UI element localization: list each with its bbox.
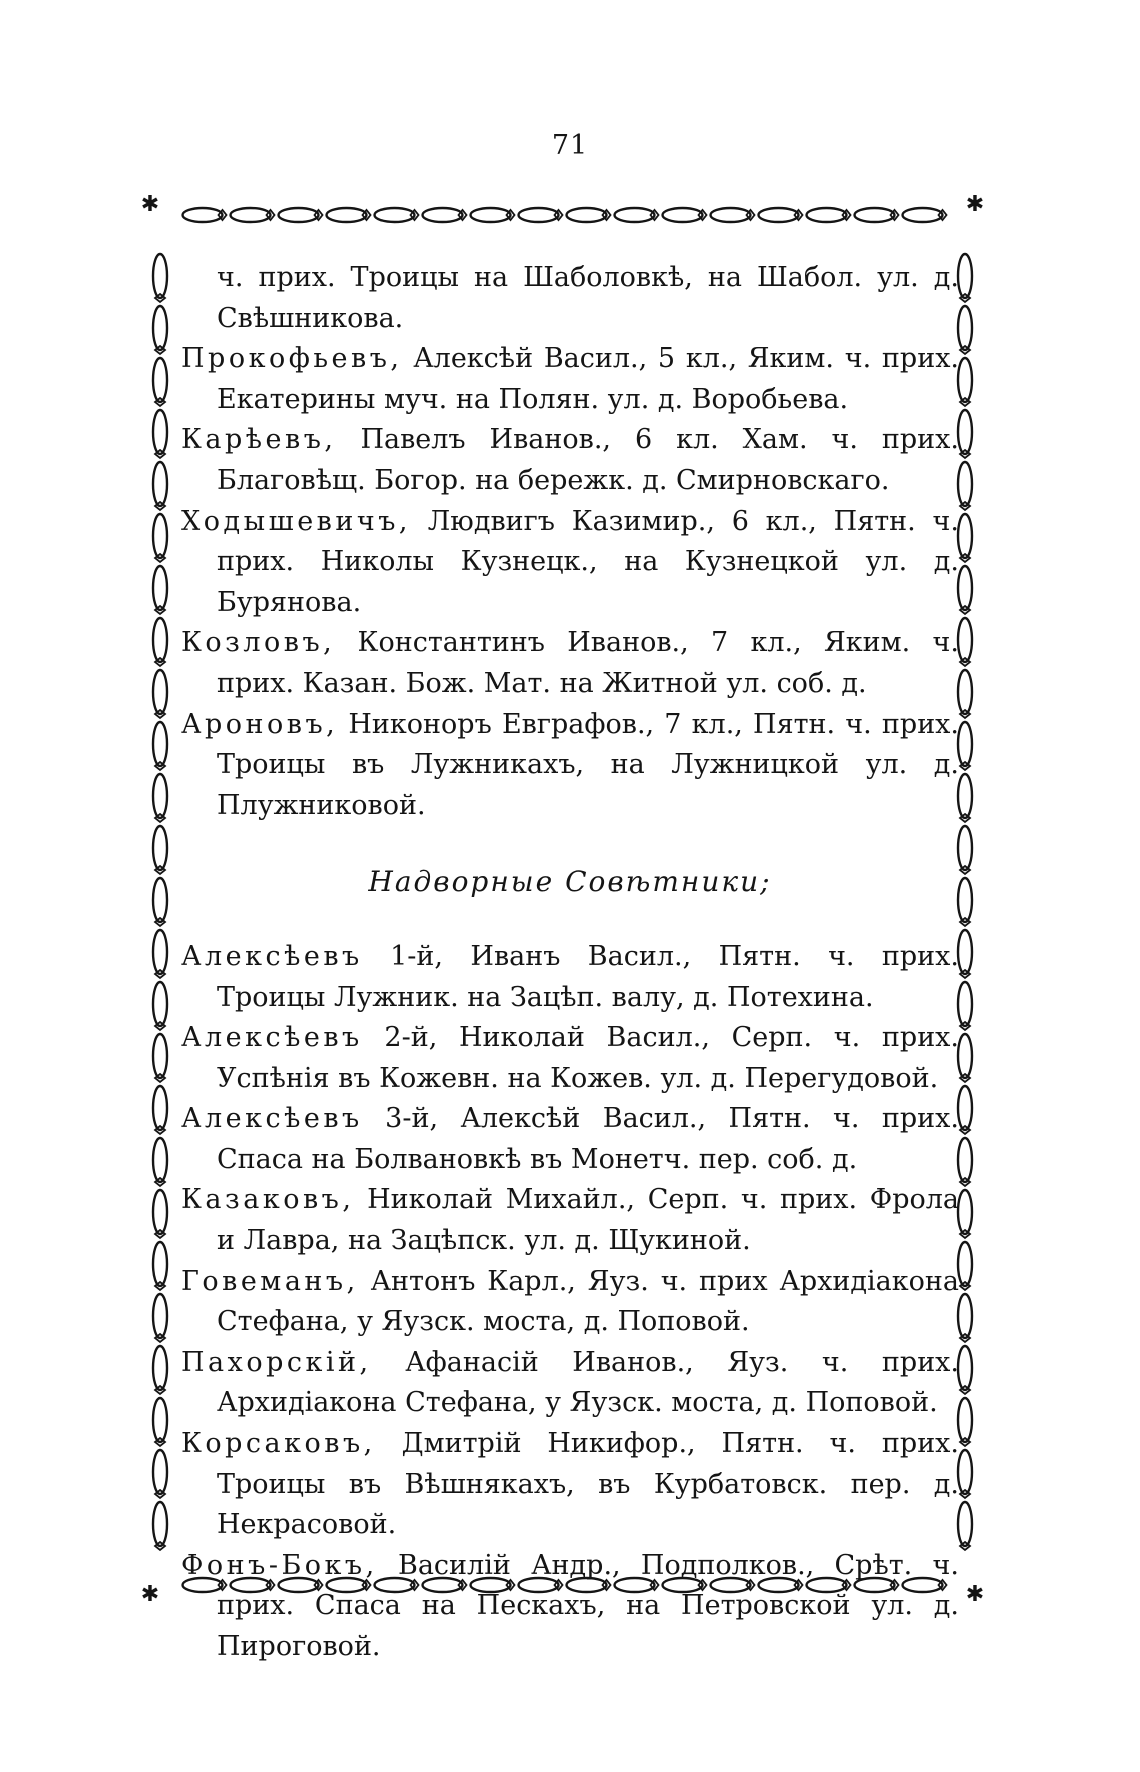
chain-link — [903, 208, 943, 222]
directory-entry — [181, 339, 959, 420]
chain-link — [958, 1346, 972, 1390]
chain-link — [153, 1502, 167, 1546]
section-heading: Надворные Совѣтники; — [368, 865, 772, 899]
chain-link — [958, 1502, 972, 1546]
entry-details: 2-й, Николай Васил., Серп. ч. прих. Успѣнія въ Кожевн. на Кожев. ул. д. Перегудовой. — [217, 1022, 959, 1094]
chain-link — [958, 1086, 972, 1130]
entry-surname: Козловъ, — [181, 627, 336, 659]
directory-entry — [181, 623, 959, 704]
chain-link — [958, 982, 972, 1026]
entry-details: Павелъ Иванов., 6 кл. Хам. ч. прих. Благовѣщ. Богор. на бережк. д. Смирновскаго. — [217, 424, 959, 496]
chain-link — [153, 1034, 167, 1078]
asterisk-ornament-icon: ✱ — [965, 1582, 985, 1607]
chain-link — [958, 774, 972, 818]
chain-link — [153, 618, 167, 662]
entry-details: ч. прих. Троицы на Шаболовкѣ, на Шабол. ул. д. Свѣшникова. — [217, 262, 959, 334]
directory-entry — [181, 1546, 959, 1668]
chain-link — [958, 1190, 972, 1234]
chain-link — [711, 208, 751, 222]
chain-link — [153, 1086, 167, 1130]
chain-link — [958, 462, 972, 506]
chain-link — [153, 1138, 167, 1182]
chain-link — [153, 722, 167, 766]
chain-link — [958, 1294, 972, 1338]
chain-link — [153, 670, 167, 714]
chain-link — [958, 930, 972, 974]
chain-link — [958, 618, 972, 662]
chain-link — [759, 208, 799, 222]
directory-entry — [181, 258, 959, 339]
chain-link — [958, 670, 972, 714]
chain-link — [855, 208, 895, 222]
entry-surname: Корсаковъ, — [181, 1428, 376, 1460]
chain-link — [153, 1398, 167, 1442]
entry-details: Василій Андр., Подполков., Срѣт. ч. прих. Спаса на Пескахъ, на Петровской ул. д. Пироговой. — [217, 1549, 959, 1662]
entry-surname: Алексѣевъ — [181, 1022, 363, 1054]
chain-link — [807, 208, 847, 222]
chain-link — [153, 826, 167, 870]
chain-link — [153, 306, 167, 350]
chain-link — [153, 774, 167, 818]
entry-surname: Казаковъ, — [181, 1184, 355, 1216]
entry-surname: Пахорскій, — [181, 1346, 372, 1378]
entry-details: 3-й, Алексѣй Васил., Пятн. ч. прих. Спаса на Болвановкѣ въ Монетч. пер. соб. д. — [217, 1103, 959, 1175]
chain-link — [153, 930, 167, 974]
chain-link — [153, 358, 167, 402]
directory-entry — [181, 937, 959, 1018]
chain-link — [153, 1190, 167, 1234]
chain-link — [183, 208, 223, 222]
page-number: 71 — [551, 130, 589, 161]
chain-link — [153, 1294, 167, 1338]
entry-surname: Ароновъ, — [181, 708, 339, 740]
chain-link — [615, 208, 655, 222]
chain-link — [153, 410, 167, 454]
directory-entry — [181, 1180, 959, 1261]
chain-link — [958, 358, 972, 402]
chain-link — [958, 566, 972, 610]
chain-link — [958, 722, 972, 766]
chain-link — [375, 208, 415, 222]
entry-surname: Говеманъ, — [181, 1265, 359, 1297]
chain-link — [153, 514, 167, 558]
entry-details: Алексѣй Васил., 5 кл., Яким. ч. прих. Екатерины муч. на Полян. ул. д. Воробьева. — [217, 343, 959, 415]
asterisk-ornament-icon: ✱ — [965, 192, 985, 217]
entry-surname: Фонъ-Бокъ, — [181, 1549, 378, 1581]
chain-link — [958, 826, 972, 870]
asterisk-ornament-icon: ✱ — [140, 192, 160, 217]
directory-entry — [181, 1424, 959, 1546]
chain-link — [153, 566, 167, 610]
asterisk-ornament-icon: ✱ — [140, 1582, 160, 1607]
chain-link — [153, 878, 167, 922]
chain-link — [153, 254, 167, 298]
chain-link — [519, 208, 559, 222]
entry-details: 1-й, Иванъ Васил., Пятн. ч. прих. Троицы Лужник. на Зацѣп. валу, д. Потехина. — [217, 940, 959, 1013]
chain-link — [279, 208, 319, 222]
entry-details: Афанасій Иванов., Яуз. ч. прих. Архидіакона Стефана, у Яузск. моста, д. Поповой. — [217, 1346, 959, 1419]
chain-link — [567, 208, 607, 222]
chain-link — [153, 982, 167, 1026]
directory-entry — [181, 1262, 959, 1343]
entry-details: Людвигъ Казимир., 6 кл., Пятн. ч. прих. Николы Кузнецк., на Кузнецкой ул. д. Бурянова. — [217, 505, 959, 618]
directory-entry — [181, 1099, 959, 1180]
chain-link — [958, 878, 972, 922]
directory-entry — [181, 502, 959, 624]
chain-link — [231, 208, 271, 222]
chain-link — [153, 1346, 167, 1390]
entry-surname: Карѣевъ, — [181, 424, 337, 456]
chain-link — [327, 208, 367, 222]
entry-details: Дмитрій Никифор., Пятн. ч. прих. Троицы въ Вѣшнякахъ, въ Курбатовск. пер. д. Некрасовой. — [217, 1428, 959, 1541]
chain-link — [153, 462, 167, 506]
entry-surname: Ходышевичъ, — [181, 505, 411, 537]
chain-link — [958, 254, 972, 298]
chain-link — [153, 1450, 167, 1494]
directory-entry — [181, 420, 959, 501]
entry-list-bottom — [181, 937, 959, 1668]
entry-details: Николай Михайл., Серп. ч. прих. Фрола и Лавра, на Зацѣпск. ул. д. Щукиной. — [217, 1184, 959, 1257]
chain-link — [471, 208, 511, 222]
directory-entry — [181, 705, 959, 827]
entry-surname: Алексѣевъ — [181, 1103, 363, 1135]
chain-link — [153, 1242, 167, 1286]
directory-entry — [181, 1343, 959, 1424]
entry-surname: Алексѣевъ — [181, 940, 363, 972]
chain-link — [423, 208, 463, 222]
chain-link — [958, 306, 972, 350]
chain-link — [663, 208, 703, 222]
entry-details: Антонъ Карл., Яуз. ч. прих Архидіакона Стефана, у Яузск. моста, д. Поповой. — [217, 1265, 959, 1338]
chain-link — [958, 1138, 972, 1182]
entry-details: Никоноръ Евграфов., 7 кл., Пятн. ч. прих. Троицы въ Лужникахъ, на Лужницкой ул. д. Плужниковой. — [217, 708, 959, 821]
directory-entry — [181, 1018, 959, 1099]
page-body — [181, 258, 959, 1668]
chain-link — [958, 1398, 972, 1442]
entry-surname: Прокофьевъ, — [181, 343, 403, 375]
entry-details: Константинъ Иванов., 7 кл., Яким. ч. прих. Казан. Бож. Мат. на Житной ул. соб. д. — [217, 627, 959, 699]
chain-link — [958, 514, 972, 558]
chain-link — [958, 1450, 972, 1494]
chain-link — [958, 1034, 972, 1078]
entry-list-top — [181, 258, 959, 826]
chain-link — [958, 410, 972, 454]
chain-link — [958, 1242, 972, 1286]
